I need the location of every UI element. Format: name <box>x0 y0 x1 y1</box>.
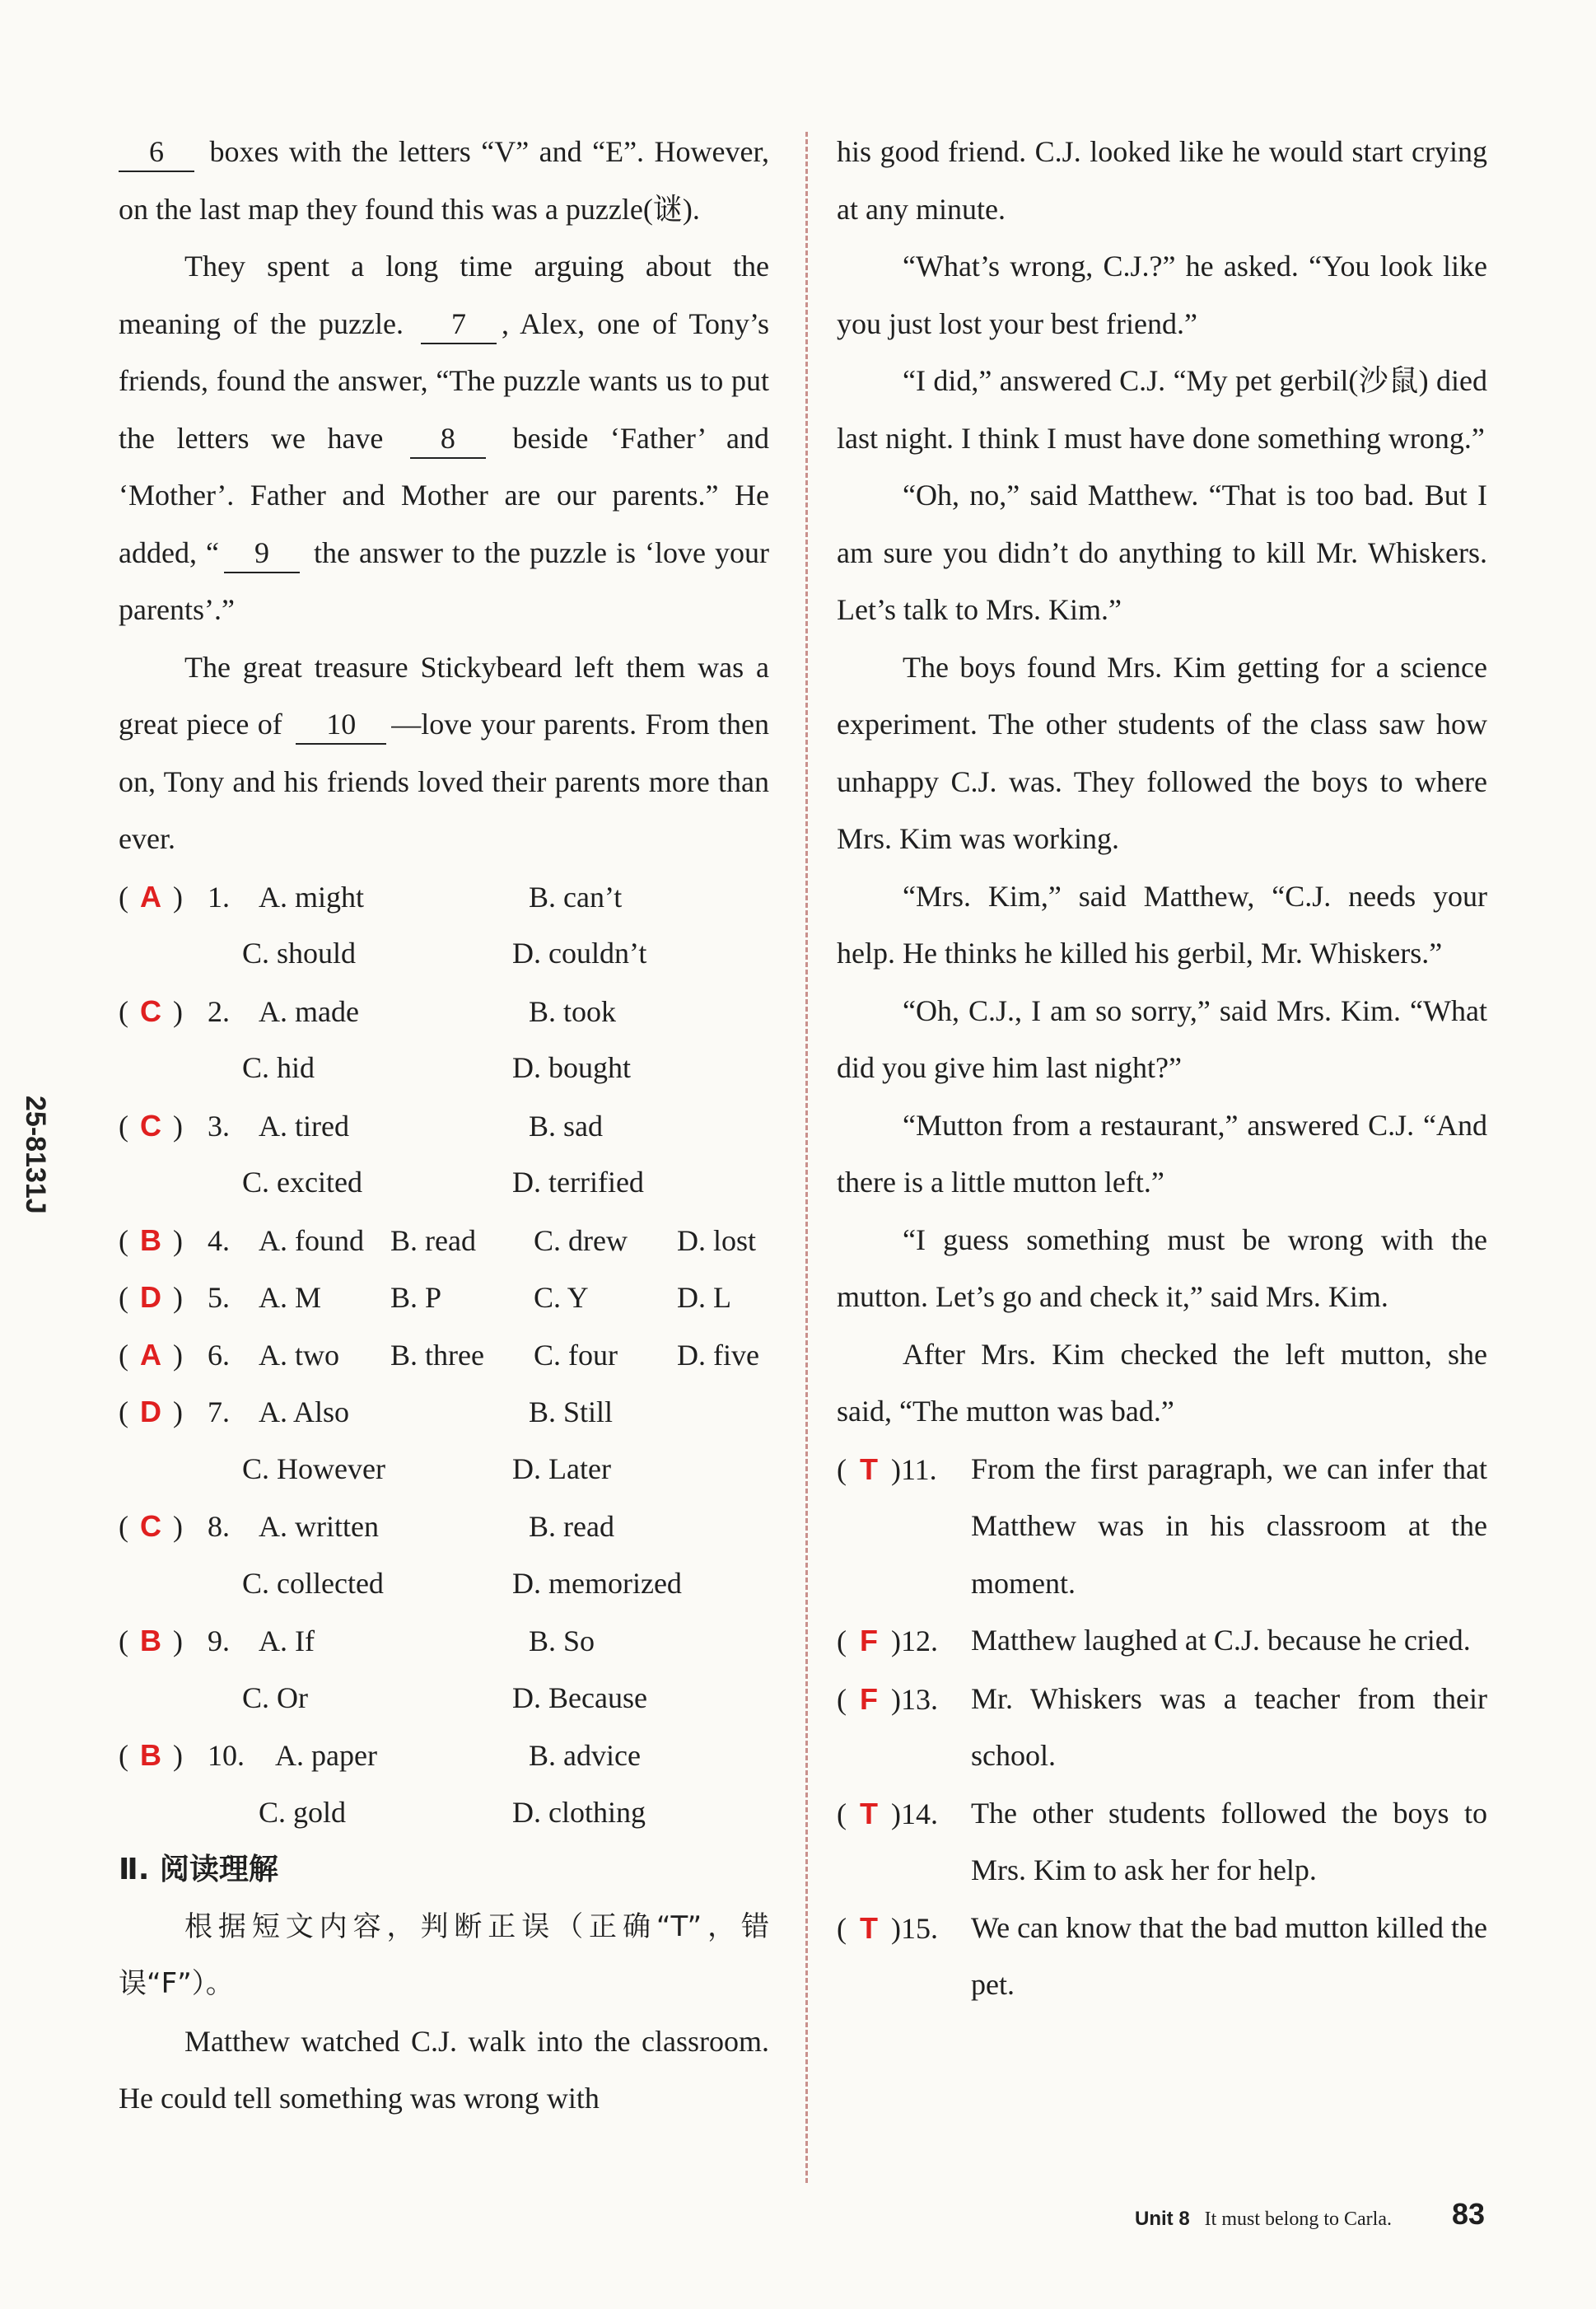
option-d: D. Later <box>512 1451 611 1485</box>
option-c: C. collected <box>242 1566 384 1600</box>
question-number: 9. <box>208 1624 230 1657</box>
tf-statement: Matthew laughed at C.J. because he cried. <box>971 1624 1471 1657</box>
column-divider <box>805 132 808 2183</box>
option-b: B. read <box>390 1223 476 1257</box>
tf-statement: We can know that the bad mutton killed the pet. <box>971 1910 1487 2001</box>
option-d: D. bought <box>512 1051 631 1084</box>
right-column <box>837 124 1487 2014</box>
question-number: 5. <box>208 1281 230 1314</box>
question-row-cont <box>119 1555 769 1613</box>
blank-6: 6 <box>119 133 194 172</box>
option-d: D. L <box>677 1281 731 1314</box>
option-a: A. might <box>259 880 365 914</box>
tf-row <box>837 1612 1487 1671</box>
question-row <box>119 1612 769 1670</box>
answer-mark: A <box>140 879 161 914</box>
option-c: C. four <box>534 1338 618 1372</box>
left-para-3 <box>119 639 769 868</box>
option-d: D. lost <box>677 1223 757 1257</box>
tf-row <box>837 1671 1487 1785</box>
footer <box>1135 2208 1392 2231</box>
question-number: 6. <box>208 1338 230 1372</box>
story-paragraph: “Oh, C.J., I am so sorry,” said Mrs. Kim. “What did you give him last night?” <box>837 993 1487 1084</box>
option-a: A. If <box>259 1624 315 1657</box>
story-paragraph: After Mrs. Kim checked the left mutton, she said, “The mutton was bad.” <box>837 1337 1487 1428</box>
answer-mark: F <box>860 1624 878 1657</box>
option-a: A. paper <box>275 1739 377 1772</box>
answer-mark: F <box>860 1681 878 1716</box>
option-c: C. should <box>242 937 357 970</box>
question-row <box>119 868 769 926</box>
answer-mark: C <box>140 1509 161 1543</box>
option-d: D. terrified <box>512 1166 644 1199</box>
left-para-2 <box>119 238 769 639</box>
story-paragraph: “Oh, no,” said Matthew. “That is too bad. But I am sure you didn’t do anything to kill Mr. Whiskers. Let’s talk to Mrs. Kim.” <box>837 479 1487 626</box>
tf-row <box>837 1785 1487 1900</box>
option-a: A. two <box>259 1338 339 1372</box>
question-row-cont <box>119 1154 769 1212</box>
question-number: 1. <box>208 880 230 914</box>
question-row-cont <box>119 1040 769 1097</box>
tf-statement: From the first paragraph, we can infer that Matthew was in his classroom at the moment. <box>971 1451 1487 1600</box>
story-paragraph: “Mutton from a restaurant,” answered C.J. “And there is a little mutton left.” <box>837 1108 1487 1199</box>
question-number: 10. <box>208 1739 245 1772</box>
option-d: D. memorized <box>512 1566 682 1600</box>
answer-mark: B <box>140 1222 161 1257</box>
answer-mark: B <box>140 1738 161 1772</box>
answer-paren: ( C ) <box>119 1097 208 1156</box>
question-number: 7. <box>208 1395 230 1428</box>
answer-mark: D <box>140 1280 161 1314</box>
blank-10: 10 <box>296 705 386 745</box>
option-b: B. So <box>529 1624 595 1657</box>
option-b: B. three <box>390 1338 484 1372</box>
question-number: 3. <box>208 1109 230 1143</box>
answer-paren: ( T )15. <box>837 1900 971 1958</box>
left-para-2-t4: the answer to the puzzle is ‘love your parents’.” <box>119 535 770 626</box>
question-row-cont <box>119 1441 769 1498</box>
section-title: Ⅱ. 阅读理解 <box>119 1853 278 1886</box>
option-b: B. took <box>529 994 617 1028</box>
option-d: D. five <box>677 1338 759 1372</box>
story-paragraph: “What’s wrong, C.J.?” he asked. “You look like you just lost your best friend.” <box>837 250 1487 340</box>
option-b: B. can’t <box>529 880 623 914</box>
question-number: 2. <box>208 994 230 1028</box>
answer-mark: A <box>140 1337 161 1372</box>
left-column <box>119 124 769 2128</box>
left-para-2-t2: , Alex, one of Tony’s friends, found the answer, “The puzzle wants us to put the letters we have <box>119 306 770 455</box>
answer-mark: C <box>140 1108 161 1143</box>
option-c: C. drew <box>534 1223 628 1257</box>
answer-mark: C <box>140 993 161 1028</box>
question-row <box>119 1727 769 1784</box>
option-b: B. advice <box>529 1739 641 1772</box>
instruction: 根据短文内容，判断正误（正确“T”，错误“F”）。 <box>119 1909 769 2000</box>
answer-mark: B <box>140 1624 161 1657</box>
left-para-1-text: boxes with the letters “V” and “E”. However, on the last map they found this was a puzzle(谜). <box>119 135 770 226</box>
answer-paren: ( T )14. <box>837 1785 971 1844</box>
question-number: 12. <box>901 1624 938 1657</box>
blank-9: 9 <box>224 534 300 573</box>
option-b: B. Still <box>529 1395 614 1428</box>
option-c: C. Y <box>534 1281 589 1314</box>
left-para-1 <box>119 124 769 238</box>
story-paragraph: “Mrs. Kim,” said Matthew, “C.J. needs your help. He thinks he killed his gerbil, Mr. Whiskers.” <box>837 879 1487 970</box>
answer-paren: ( T )11. <box>837 1441 971 1499</box>
answer-paren: ( D ) <box>119 1269 208 1327</box>
question-row <box>119 1212 769 1269</box>
answer-paren: ( A ) <box>119 868 208 927</box>
answer-paren: ( D ) <box>119 1383 208 1442</box>
true-false-list <box>837 1441 1487 2014</box>
blank-8: 8 <box>410 419 486 459</box>
option-a: A. made <box>259 994 359 1028</box>
tf-statement: Mr. Whiskers was a teacher from their school. <box>971 1681 1487 1772</box>
question-number: 8. <box>208 1510 230 1543</box>
question-number: 13. <box>901 1682 938 1716</box>
footer-unit: Unit 8 <box>1135 2208 1190 2230</box>
question-row <box>119 1097 769 1155</box>
side-code: 25-8131J <box>20 1096 51 1214</box>
left-para-3-t1: The great treasure Stickybeard left them was a great piece of <box>119 650 769 741</box>
option-c: C. gold <box>259 1795 347 1829</box>
option-a: A. Also <box>259 1395 350 1428</box>
question-row <box>119 1326 769 1384</box>
option-b: B. sad <box>529 1109 603 1143</box>
answer-mark: D <box>140 1395 161 1428</box>
footer-title: It must belong to Carla. <box>1204 2209 1392 2230</box>
option-a: A. M <box>259 1281 322 1314</box>
question-row <box>119 1383 769 1441</box>
answer-mark: T <box>860 1796 878 1830</box>
left-para-2-t3: beside ‘Father’ and ‘Mother’. Father and Mother are our parents.” He added, “ <box>119 421 770 569</box>
blank-7: 7 <box>421 305 497 344</box>
question-number: 4. <box>208 1223 230 1257</box>
option-a: A. tired <box>259 1109 349 1143</box>
option-c: C. However <box>242 1451 385 1485</box>
option-c: C. excited <box>242 1166 362 1199</box>
option-c: C. Or <box>242 1680 308 1714</box>
story-paragraph: his good friend. C.J. looked like he would start crying at any minute. <box>837 135 1487 226</box>
option-a: A. found <box>259 1223 364 1257</box>
option-b: B. read <box>529 1510 614 1543</box>
question-row-cont <box>119 1670 769 1727</box>
answer-paren: ( B ) <box>119 1212 208 1270</box>
question-row-cont <box>119 925 769 983</box>
option-c: C. hid <box>242 1051 315 1084</box>
answer-mark: T <box>860 1910 878 1945</box>
multiple-choice-list <box>119 868 769 1842</box>
question-row-cont <box>119 1784 769 1842</box>
answer-paren: ( A ) <box>119 1326 208 1385</box>
question-row <box>119 983 769 1040</box>
story-start: Matthew watched C.J. walk into the classroom. He could tell something was wrong with <box>119 2024 769 2115</box>
answer-paren: ( C ) <box>119 1498 208 1556</box>
question-number: 14. <box>901 1797 938 1830</box>
option-d: D. clothing <box>512 1795 646 1829</box>
question-row <box>119 1269 769 1326</box>
answer-paren: ( B ) <box>119 1612 208 1671</box>
option-b: B. P <box>390 1281 442 1314</box>
option-a: A. written <box>259 1510 379 1543</box>
left-para-2-t1: They spent a long time arguing about the meaning of the puzzle. <box>119 250 769 340</box>
tf-statement: The other students followed the boys to Mrs. Kim to ask her for help. <box>971 1796 1487 1886</box>
story-paragraph: “I guess something must be wrong with the mutton. Let’s go and check it,” said Mrs. Kim. <box>837 1222 1487 1313</box>
tf-row <box>837 1441 1487 1613</box>
left-para-3-t2: —love your parents. From then on, Tony and his friends loved their parents more than ever. <box>119 708 770 855</box>
answer-paren: ( F )12. <box>837 1612 971 1671</box>
answer-mark: T <box>860 1451 878 1486</box>
answer-paren: ( C ) <box>119 983 208 1041</box>
answer-paren: ( F )13. <box>837 1671 971 1729</box>
option-d: D. couldn’t <box>512 937 647 970</box>
question-number: 15. <box>901 1911 938 1945</box>
story-paragraph: “I did,” answered C.J. “My pet gerbil(沙鼠) died last night. I think I must have done something wrong.” <box>837 364 1488 455</box>
answer-paren: ( B ) <box>119 1727 208 1785</box>
story-paragraph: The boys found Mrs. Kim getting for a science experiment. The other students of the class saw how unhappy C.J. was. They followed the boys to where Mrs. Kim was working. <box>837 650 1487 855</box>
story-paragraphs <box>837 124 1487 1441</box>
question-number: 11. <box>901 1452 937 1486</box>
tf-row <box>837 1900 1487 2014</box>
question-row <box>119 1498 769 1555</box>
option-d: D. Because <box>512 1680 647 1714</box>
page-number: 83 <box>1452 2197 1486 2231</box>
